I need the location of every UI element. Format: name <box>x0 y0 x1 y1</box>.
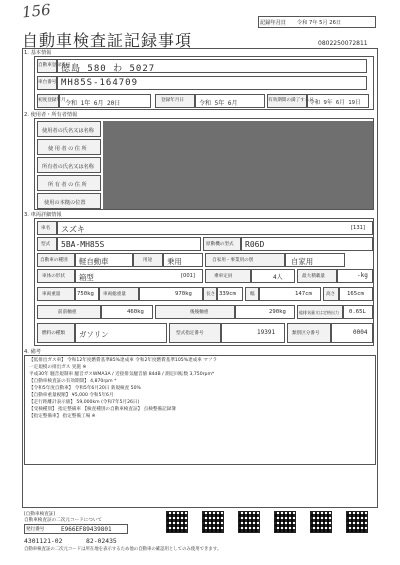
remarks-box <box>24 355 376 465</box>
vehicle-detail-table <box>34 218 374 346</box>
purpose-value: 自家用 <box>291 257 314 266</box>
remark-line-1: 【低排出ガス車】 令和12年度燃費基準85%達成車 令和2年度燃費基準105%達成車 マフラ <box>29 358 218 363</box>
remark-line-7: 【走行距離計表示値】 59,000km (令和7年5月26日) <box>29 400 140 405</box>
owner-info-table <box>34 118 374 210</box>
maker-value: スズキ <box>61 225 85 234</box>
document-title: 自動車検査証記録事項 <box>22 31 193 50</box>
height-label: 高さ <box>326 292 336 297</box>
use-value: 乗用 <box>167 257 182 266</box>
vin-label: 車台番号 <box>38 80 57 85</box>
axle-front-label: 前前軸重 <box>58 310 77 315</box>
shape-code: [001] <box>181 273 195 279</box>
axle-front-value: 460kg <box>127 309 144 315</box>
section2-heading: 2. 使用者・所有者情報 <box>24 112 78 118</box>
engine-label: 原動機の型式 <box>206 242 234 247</box>
use-label: 用途 <box>143 258 153 263</box>
qr-code-2 <box>202 511 224 533</box>
remark-line-3: 平成30年 騒音規制車 騒音ガスWMA3A / 近接排気騒音値 84dB / 測定回転数 3,750rpm* <box>29 372 215 377</box>
fuel-value: ガソリン <box>79 330 109 339</box>
weight-label: 車両重量 <box>42 292 61 297</box>
footer-fine-print: 自動車検査証の二次元コードは所在地を表示するため他の自動車の確認用としてのみ使用できます。 <box>24 547 222 552</box>
width-value: 147cm <box>295 291 312 297</box>
owner-row-3-label: 所有者の氏名又は名称 <box>42 164 94 170</box>
serial-value: E966EF89439801 <box>61 526 112 533</box>
owner-row-4-label: 所有者の住所 <box>48 182 89 188</box>
footer-id-left: 4301121-02 <box>24 537 63 545</box>
axle-rear-label: 後後軸重 <box>190 310 209 315</box>
maker-code: [131] <box>351 225 365 231</box>
footer-notice-text: 自動車検査証の二次元コードについて <box>24 518 103 523</box>
capacity-label: 乗車定員 <box>214 274 233 279</box>
remark-line-5: 【令和5年度自動車】 令和5年6月20日 新規検査 50% <box>29 386 141 391</box>
remark-line-9: 【指定整備車】 指定整備工場 ※ <box>29 414 96 419</box>
maxload-value: -kg <box>357 272 368 279</box>
reg-date-label: 登録年月日 <box>161 98 184 103</box>
redacted-owner-info <box>103 121 373 209</box>
weight-value: 750kg <box>77 291 94 297</box>
document-number: 0802250072811 <box>318 40 368 47</box>
engine-value: R06D <box>245 240 265 249</box>
capacity-value: 4人 <box>273 274 283 281</box>
shape-label: 車体の形状 <box>42 274 65 279</box>
fuel-label: 燃料の種類 <box>42 331 65 336</box>
plate-value: 徳島 580 わ 5027 <box>61 64 156 74</box>
section4-heading: 4. 備考 <box>24 349 41 355</box>
issue-date-value: 令和 7年 5月 26日 <box>297 20 342 26</box>
maker-label: 車名 <box>41 226 51 231</box>
remark-line-4: 【自動車検査証の有効期間】 4,870rpm * <box>29 379 117 384</box>
expiry-value: 令和 9年 6月 19日 <box>309 100 361 106</box>
maxload-label: 最大積載量 <box>302 274 325 279</box>
owner-row-5-label: 使用の本拠の位置 <box>44 200 86 206</box>
gross-weight-value: 970kg <box>175 291 192 297</box>
remark-line-2: 一定規模の排出ガス 実施 ※ <box>29 365 87 370</box>
height-value: 165cm <box>347 291 364 297</box>
reg-date-value: 令和 5年 6月 <box>199 100 238 107</box>
purpose-label: 自家用・事業用の別 <box>212 258 254 263</box>
category-label: 類別区分番号 <box>292 331 320 336</box>
length-label: 長さ <box>206 292 216 297</box>
owner-row-2-label: 使用者の住所 <box>48 146 89 152</box>
qr-code-6 <box>346 511 368 533</box>
shape-value: 箱型 <box>79 273 94 282</box>
section1-heading: 1. 基本情報 <box>24 50 52 56</box>
displacement-label: 総排気量又は定格出力 <box>299 310 339 315</box>
footer-id-right: 82-02435 <box>86 537 117 545</box>
displacement-value: 0.65L <box>349 309 366 315</box>
first-reg-label: 初度登録年月 <box>38 98 66 103</box>
model-label: 型式 <box>41 242 51 247</box>
serial-box <box>24 524 128 534</box>
spec-number-value: 19391 <box>257 329 276 336</box>
spec-number-label: 型式指定番号 <box>176 331 204 336</box>
owner-row-1-label: 使用者の氏名又は名称 <box>42 128 94 134</box>
basic-info-table <box>34 56 374 110</box>
remark-line-8: 【受検種別】 指定整備車 【検査種別の自動車検査証】 点検整備記録簿 <box>29 407 176 412</box>
issue-date-box <box>258 16 376 28</box>
footer-notice-label: [自動車検査証] <box>24 512 56 517</box>
qr-code-5 <box>310 511 332 533</box>
vehicle-type-label: 自動車の種別 <box>40 258 68 263</box>
serial-label: 発行番号 <box>26 527 45 532</box>
plate-label: 自動車登録番号 <box>38 63 71 68</box>
remark-line-6: 【自動車重量税額】 ¥5,000 令和5年6月 <box>29 393 114 398</box>
qr-code-4 <box>274 511 296 533</box>
section3-heading: 3. 車両詳細情報 <box>24 212 62 218</box>
gross-weight-label: 車両総重量 <box>103 292 126 297</box>
handwritten-number: 156 <box>21 0 52 22</box>
width-label: 幅 <box>250 292 255 297</box>
qr-code-3 <box>238 511 260 533</box>
first-reg-value: 令和 1年 6月 20日 <box>65 100 121 107</box>
vehicle-type-value: 軽自動車 <box>79 257 109 266</box>
model-value: 5BA-MH85S <box>61 240 105 249</box>
issue-date-label: 記録年月日 <box>260 20 286 26</box>
vin-value: MH85S-164709 <box>61 78 139 88</box>
length-value: 339cm <box>219 291 236 297</box>
category-value: 0004 <box>353 329 368 336</box>
qr-code-1 <box>166 511 188 533</box>
expiry-label: 有効期間の満了する日 <box>268 98 314 103</box>
axle-rear-value: 290kg <box>269 309 286 315</box>
